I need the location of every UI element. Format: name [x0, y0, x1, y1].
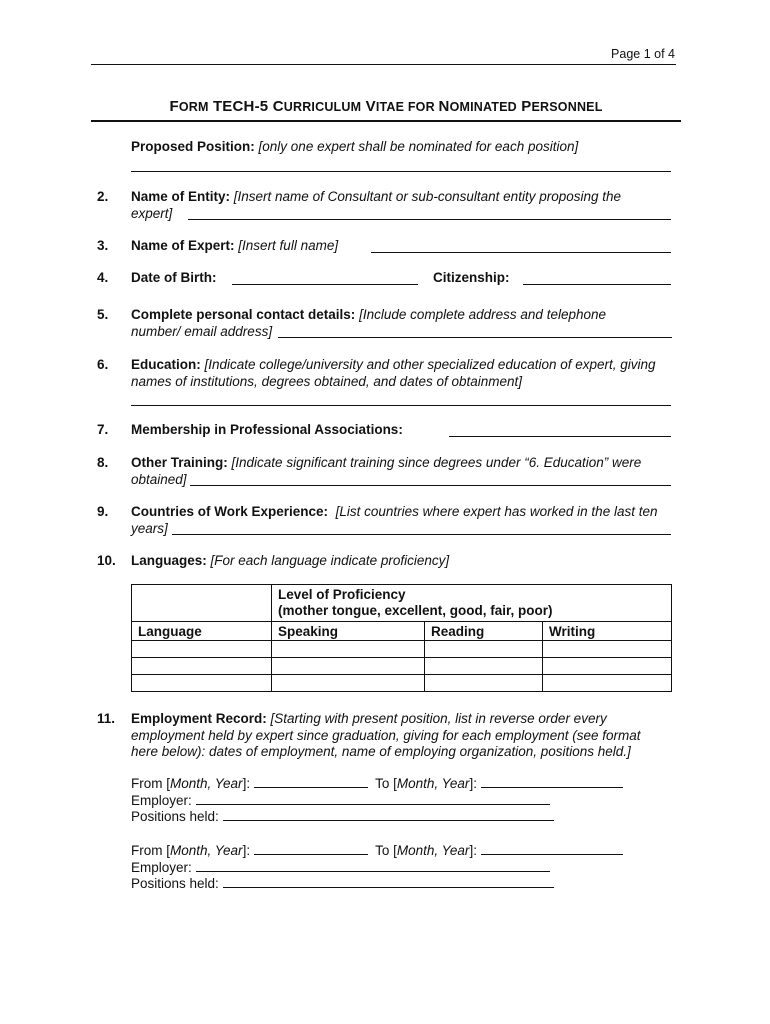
table-cell[interactable]: [132, 675, 272, 692]
employer-field[interactable]: [196, 793, 550, 805]
item-number: 10.: [97, 553, 116, 568]
education-field[interactable]: [131, 405, 671, 406]
column-header-writing: Writing: [543, 622, 672, 641]
citizenship-label: Citizenship:: [433, 270, 510, 285]
table-cell[interactable]: [543, 641, 672, 658]
proposed-position: Proposed Position: [only one expert shall be nominated for each position]: [131, 139, 579, 154]
table-cell[interactable]: [543, 658, 672, 675]
table-cell[interactable]: [132, 658, 272, 675]
date-of-birth-field[interactable]: [232, 284, 418, 285]
item-number: 11.: [97, 711, 116, 726]
positions-field[interactable]: [223, 809, 554, 821]
table-row: [132, 658, 672, 675]
language-table: [131, 584, 672, 692]
languages: Languages: [For each language indicate proficiency]: [131, 553, 450, 568]
name-of-entity: Name of Entity: [Insert name of Consultant or sub-consultant entity proposing the expert]: [131, 189, 622, 221]
training-field[interactable]: [190, 485, 671, 486]
membership-field[interactable]: [449, 436, 671, 437]
item-number: 5.: [97, 307, 109, 322]
proficiency-header: Level of Proficiency (mother tongue, excellent, good, fair, poor): [272, 585, 672, 622]
item-number: 7.: [97, 422, 109, 437]
employment-block-2: From [Month, Year]: To [Month, Year]: Employer: Positions held:: [131, 843, 673, 893]
employer-field[interactable]: [196, 860, 550, 872]
title-rule: [91, 120, 681, 122]
from-date-field[interactable]: [254, 776, 368, 788]
name-of-expert: Name of Expert: [Insert full name]: [131, 238, 339, 253]
column-header-speaking: Speaking: [272, 622, 425, 641]
citizenship-field[interactable]: [523, 284, 671, 285]
education: Education: [Indicate college/university and other specialized education of expert, giving names of institutions, degrees obtained, and dates of obtainment]: [131, 357, 656, 389]
countries-field[interactable]: [172, 534, 671, 535]
item-number: 4.: [97, 270, 109, 285]
form-title: FORM TECH-5 CURRICULUM VITAE FOR NOMINATED PERSONNEL: [169, 98, 603, 115]
contact-details-field[interactable]: [278, 337, 672, 338]
table-row: [132, 675, 672, 692]
table-cell[interactable]: [132, 641, 272, 658]
table-cell: [132, 585, 272, 622]
to-date-field[interactable]: [481, 776, 623, 788]
proposed-position-field[interactable]: [131, 171, 671, 172]
employment-block-1: From [Month, Year]: To [Month, Year]: Employer: Positions held:: [131, 776, 673, 826]
countries-of-work: Countries of Work Experience: [List countries where expert has worked in the last ten years]: [131, 504, 658, 536]
employment-record: Employment Record: [Starting with present position, list in reverse order every employment held by expert since graduation, giving for each employment (see format here below): dates of employment, name of employing organization, positions held.]: [131, 711, 641, 759]
item-number: 3.: [97, 238, 109, 253]
item-number: 2.: [97, 189, 109, 204]
other-training: Other Training: [Indicate significant training since degrees under “6. Education” were obtained]: [131, 455, 642, 487]
table-cell[interactable]: [543, 675, 672, 692]
item-number: 8.: [97, 455, 109, 470]
table-row: [132, 641, 672, 658]
column-header-reading: Reading: [425, 622, 543, 641]
table-cell[interactable]: [425, 658, 543, 675]
date-of-birth-label: Date of Birth:: [131, 270, 217, 285]
item-number: 6.: [97, 357, 109, 372]
from-date-field[interactable]: [254, 843, 368, 855]
expert-name-field[interactable]: [371, 252, 671, 253]
membership-label: Membership in Professional Associations:: [131, 422, 403, 437]
page-number: Page 1 of 4: [611, 47, 675, 61]
contact-details: Complete personal contact details: [Include complete address and telephone number/ email address]: [131, 307, 607, 339]
to-date-field[interactable]: [481, 843, 623, 855]
table-cell[interactable]: [272, 641, 425, 658]
header-rule: [91, 64, 676, 65]
column-header-language: Language: [132, 622, 272, 641]
entity-field[interactable]: [188, 219, 671, 220]
item-number: 9.: [97, 504, 109, 519]
table-cell[interactable]: [425, 641, 543, 658]
table-cell[interactable]: [425, 675, 543, 692]
table-cell[interactable]: [272, 658, 425, 675]
table-cell[interactable]: [272, 675, 425, 692]
positions-field[interactable]: [223, 876, 554, 888]
